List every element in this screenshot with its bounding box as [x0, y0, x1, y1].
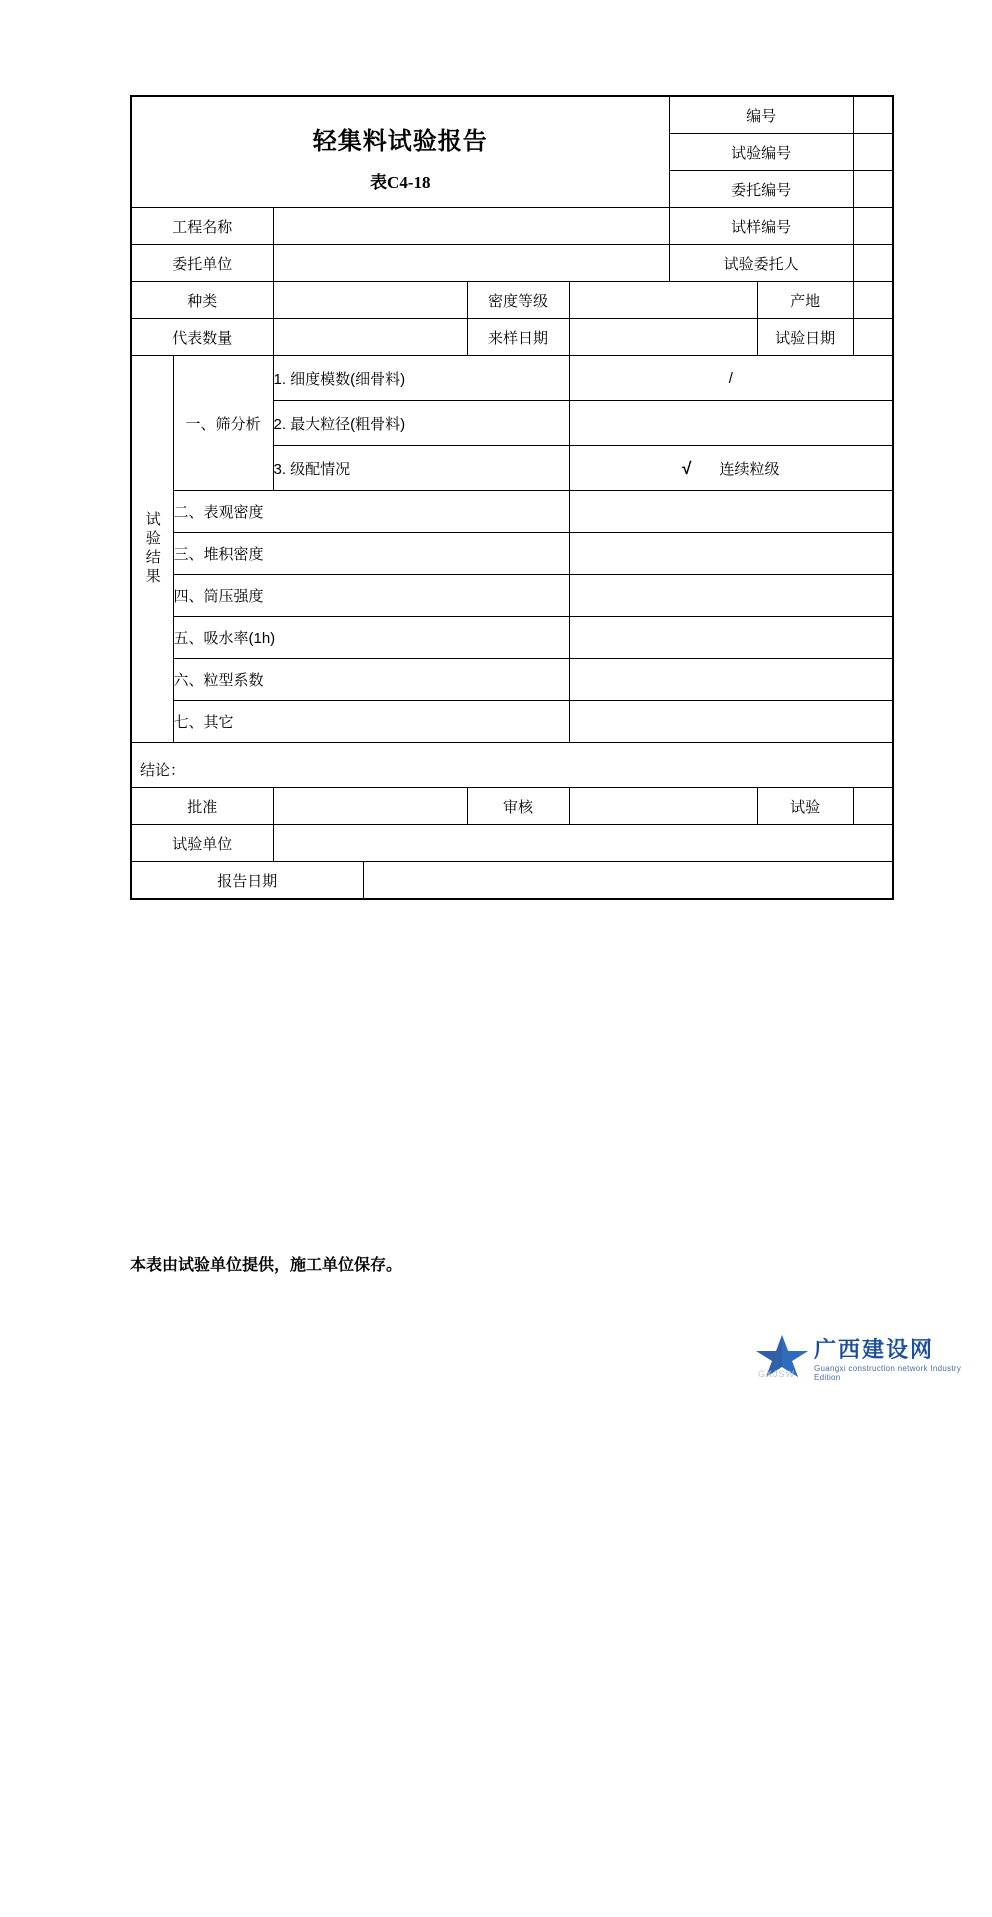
value-sieve-item-3[interactable]	[569, 446, 893, 491]
label-sieve-item-1: 1. 细度模数(细骨料)	[273, 356, 569, 401]
value-sample-no[interactable]	[853, 208, 893, 245]
label-test: 试验	[757, 788, 853, 825]
label-results-section: 试验结果	[131, 356, 173, 743]
page-title: 轻集料试验报告	[312, 128, 488, 155]
label-result-item-2: 二、表观密度	[173, 491, 569, 533]
checkmark-icon: √	[682, 458, 692, 478]
label-report-date: 报告日期	[131, 862, 363, 900]
value-client[interactable]	[273, 245, 669, 282]
label-result-item-4: 四、筒压强度	[173, 575, 569, 617]
label-approve: 批准	[131, 788, 273, 825]
value-result-item-2[interactable]	[569, 491, 893, 533]
label-sample-date: 来样日期	[467, 319, 569, 356]
value-project-name[interactable]	[273, 208, 669, 245]
value-result-item-3[interactable]	[569, 533, 893, 575]
label-entrustor: 试验委托人	[669, 245, 853, 282]
report-form	[130, 95, 894, 900]
value-approve[interactable]	[273, 788, 467, 825]
label-client: 委托单位	[131, 245, 273, 282]
label-conclusion: 结论：	[140, 761, 186, 779]
title-block	[131, 96, 669, 208]
value-test[interactable]	[853, 788, 893, 825]
label-test-no: 试验编号	[669, 134, 853, 171]
label-result-item-6: 六、粒型系数	[173, 659, 569, 701]
value-test-unit[interactable]	[273, 825, 893, 862]
label-serial-no: 编号	[669, 96, 853, 134]
value-report-date[interactable]	[363, 862, 893, 900]
label-test-unit: 试验单位	[131, 825, 273, 862]
label-density-grade: 密度等级	[467, 282, 569, 319]
value-result-item-6[interactable]	[569, 659, 893, 701]
label-review: 审核	[467, 788, 569, 825]
label-sieve-analysis: 一、筛分析	[173, 356, 273, 491]
value-test-date[interactable]	[853, 319, 893, 356]
value-entrustor[interactable]	[853, 245, 893, 282]
label-sieve-item-2: 2. 最大粒径(粗骨料)	[273, 401, 569, 446]
label-quantity: 代表数量	[131, 319, 273, 356]
watermark	[752, 1331, 982, 1391]
value-result-item-7[interactable]	[569, 701, 893, 743]
value-grading-text: 连续粒级	[719, 460, 780, 478]
form-code: 表C4-18	[370, 173, 431, 192]
watermark-subtext: Guangxi construction network Industry Edition	[814, 1364, 962, 1382]
value-density-grade[interactable]	[569, 282, 757, 319]
watermark-ghost-text: GXJSW	[758, 1369, 796, 1379]
value-serial-no[interactable]	[853, 96, 893, 134]
label-type: 种类	[131, 282, 273, 319]
label-entrust-no: 委托编号	[669, 171, 853, 208]
watermark-text: 广西建设网	[814, 1337, 935, 1362]
value-result-item-4[interactable]	[569, 575, 893, 617]
label-test-date: 试验日期	[757, 319, 853, 356]
label-sieve-item-3: 3. 级配情况	[273, 446, 569, 491]
value-sample-date[interactable]	[569, 319, 757, 356]
value-sieve-item-2[interactable]	[569, 401, 893, 446]
label-origin: 产地	[757, 282, 853, 319]
value-test-no[interactable]	[853, 134, 893, 171]
value-result-item-5[interactable]	[569, 617, 893, 659]
label-sample-no: 试样编号	[669, 208, 853, 245]
form-container	[130, 95, 892, 900]
conclusion-block[interactable]	[131, 743, 893, 788]
label-result-item-5: 五、吸水率(1h)	[173, 617, 569, 659]
value-sieve-item-1[interactable]: /	[569, 356, 893, 401]
value-origin[interactable]	[853, 282, 893, 319]
value-type[interactable]	[273, 282, 467, 319]
value-quantity[interactable]	[273, 319, 467, 356]
value-review[interactable]	[569, 788, 757, 825]
footer-note: 本表由试验单位提供，施工单位保存。	[130, 1257, 403, 1274]
label-project-name: 工程名称	[131, 208, 273, 245]
value-entrust-no[interactable]	[853, 171, 893, 208]
label-result-item-3: 三、堆积密度	[173, 533, 569, 575]
label-result-item-7: 七、其它	[173, 701, 569, 743]
